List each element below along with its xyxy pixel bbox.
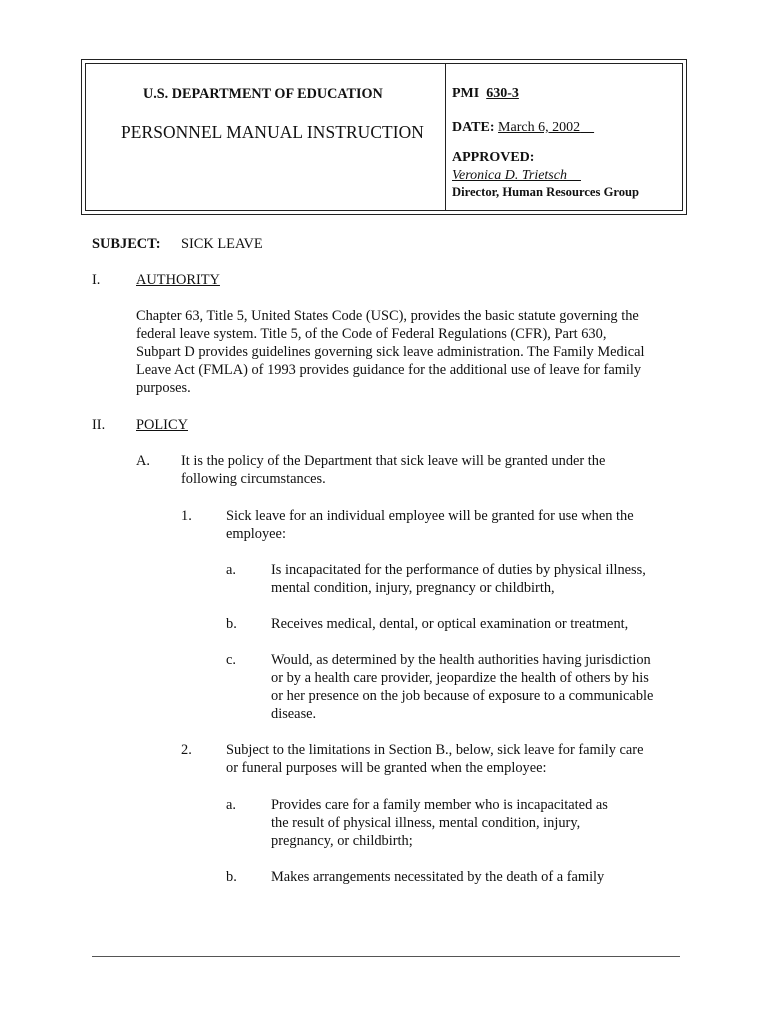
subitem-text-line: disease. <box>271 706 317 722</box>
subitem-text-line: mental condition, injury, pregnancy or childbirth, <box>271 580 555 596</box>
subject-value: SICK LEAVE <box>181 236 263 252</box>
date-line <box>452 120 594 136</box>
header-box <box>81 59 687 215</box>
header-inner-border <box>85 63 683 211</box>
subitem-text-line: pregnancy, or childbirth; <box>271 833 413 849</box>
section-heading-authority: AUTHORITY <box>136 272 220 288</box>
date-label: DATE: <box>452 120 495 135</box>
subitem-marker: a. <box>226 562 236 578</box>
approved-label: APPROVED: <box>452 150 535 165</box>
subitem-marker: a. <box>226 797 236 813</box>
pmi-number: 630-3 <box>486 86 519 101</box>
authority-text-line: purposes. <box>136 380 191 396</box>
subitem-text-line: the result of physical illness, mental condition, injury, <box>271 815 581 831</box>
subitem-marker: b. <box>226 616 237 632</box>
item-marker: 2. <box>181 742 192 758</box>
approver-name: Veronica D. Trietsch <box>452 168 567 183</box>
subitem-text-line: or her presence on the job because of exposure to a communicable <box>271 688 654 704</box>
item2-text-line: or funeral purposes will be granted when the employee: <box>226 760 547 776</box>
subject-label: SUBJECT: <box>92 236 161 252</box>
item-marker: 1. <box>181 508 192 524</box>
pmi-line <box>452 86 519 102</box>
authority-text-line: Chapter 63, Title 5, United States Code (USC), provides the basic statute governing the <box>136 308 639 324</box>
policy-a-text-line: following circumstances. <box>181 471 326 487</box>
subitem-text-line: or by a health care provider, jeopardize the health of others by his <box>271 670 649 686</box>
subitem-text-line: Receives medical, dental, or optical examination or treatment, <box>271 616 629 632</box>
item1-text-line: employee: <box>226 526 286 542</box>
subitem-text-line: Would, as determined by the health authorities having jurisdiction <box>271 652 651 668</box>
header-divider <box>445 64 446 210</box>
subitem-text-line: Is incapacitated for the performance of duties by physical illness, <box>271 562 646 578</box>
section-heading-policy: POLICY <box>136 417 188 433</box>
manual-title: PERSONNEL MANUAL INSTRUCTION <box>121 122 424 142</box>
subitem-marker: b. <box>226 869 237 885</box>
footer-rule <box>92 956 680 957</box>
subitem-text-line: Makes arrangements necessitated by the death of a family <box>271 869 605 885</box>
section-numeral: I. <box>92 272 101 288</box>
subitem-text-line: Provides care for a family member who is incapacitated as <box>271 797 608 813</box>
authority-text-line: federal leave system. Title 5, of the Code of Federal Regulations (CFR), Part 630, <box>136 326 607 342</box>
paragraph-marker: A. <box>136 453 150 469</box>
department-name: U.S. DEPARTMENT OF EDUCATION <box>143 86 383 102</box>
authority-text-line: Subpart D provides guidelines governing sick leave administration. The Family Medical <box>136 344 645 360</box>
date-value: March 6, 2002 <box>498 120 581 135</box>
subitem-marker: c. <box>226 652 236 668</box>
item1-text-line: Sick leave for an individual employee will be granted for use when the <box>226 508 634 524</box>
approver-title: Director, Human Resources Group <box>452 185 640 199</box>
policy-a-text-line: It is the policy of the Department that sick leave will be granted under the <box>181 453 606 469</box>
item2-text-line: Subject to the limitations in Section B., below, sick leave for family care <box>226 742 644 758</box>
section-numeral: II. <box>92 417 106 433</box>
approver-line <box>452 168 581 184</box>
authority-text-line: Leave Act (FMLA) of 1993 provides guidance for the additional use of leave for family <box>136 362 642 378</box>
pmi-label: PMI <box>452 86 480 101</box>
